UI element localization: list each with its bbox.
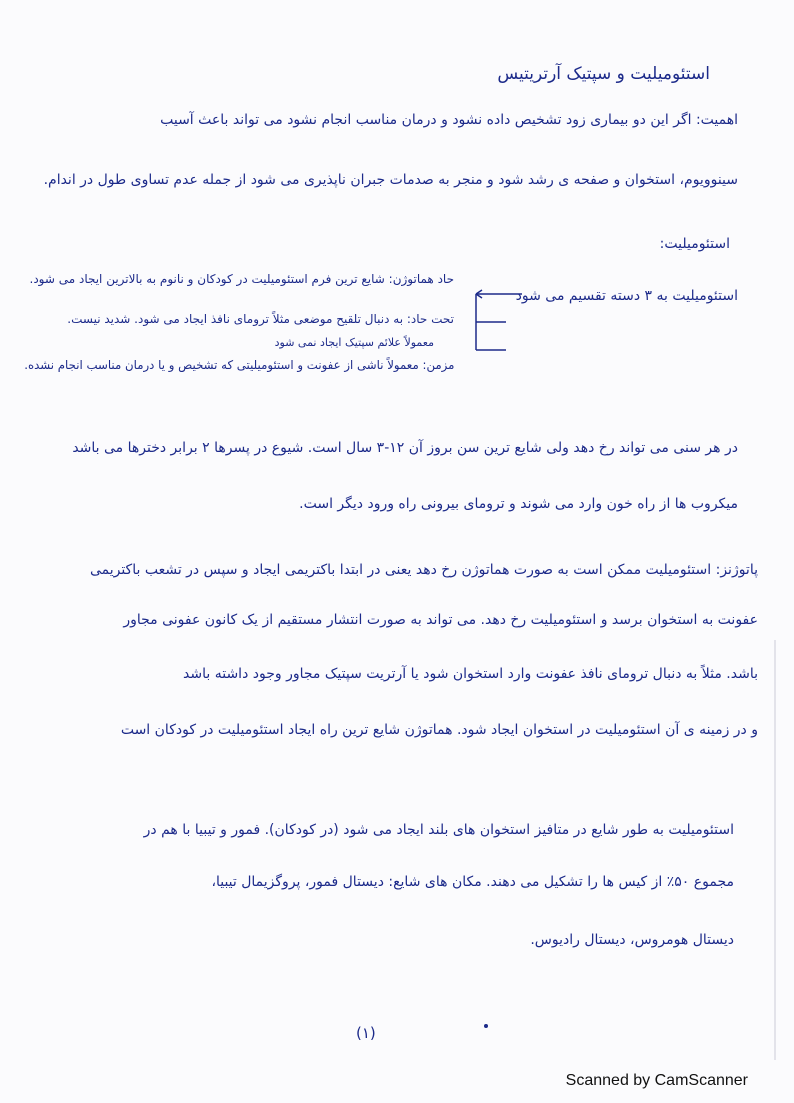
class-chronic: مزمن: معمولاً ناشی از عفونت و استئومیلیتی که تشخیص و یا درمان مناسب انجام نشده. bbox=[23, 358, 454, 372]
para2-line-2: عفونت به استخوان برسد و استئومیلیت رخ دهد. می تواند به صورت انتشار مستقیم از یک کانون عفونی مجاور bbox=[123, 612, 758, 628]
class-subacute: تحت حاد: به دنبال تلقیح موضعی مثلاً ترومای نافذ ایجاد می شود. شدید نیست. bbox=[67, 312, 454, 326]
scanner-watermark: Scanned by CamScanner bbox=[565, 1072, 748, 1089]
importance-line-1: اهمیت: اگر این دو بیماری زود تشخیص داده نشود و درمان مناسب انجام نشود می تواند باعث آسیب bbox=[160, 112, 738, 128]
page-title: استئومیلیت و سپتیک آرتریتیس bbox=[497, 64, 710, 84]
para3-line-1: استئومیلیت به طور شایع در متافیز استخوان های بلند ایجاد می شود (در کودکان). فمور و تیبیا با هم در bbox=[143, 822, 734, 838]
classification-lead: استئومیلیت به ۳ دسته تقسیم می شود bbox=[515, 288, 738, 304]
importance-line-2: سینوویوم، استخوان و صفحه ی رشد شود و منجر به صدمات جبران ناپذیری می شود از جمله عدم تساوی طول در اندام. bbox=[43, 172, 738, 188]
class-acute: حاد هماتوژن: شایع ترین فرم استئومیلیت در کودکان و نانوم به بالاترین ایجاد می شود. bbox=[29, 272, 454, 286]
para2-line-1: پاتوژنز: استئومیلیت ممکن است به صورت هماتوژن رخ دهد یعنی در ابتدا باکتریمی ایجاد و سپس در تشعب باکتریمی bbox=[89, 562, 758, 578]
para1-line-2: میکروب ها از راه خون وارد می شوند و ترومای بیرونی راه ورود دیگر است. bbox=[299, 496, 738, 512]
para2-line-4: و در زمینه ی آن استئومیلیت در استخوان ایجاد شود. هماتوژن شایع ترین راه ایجاد استئومیلیت در کودکان است bbox=[120, 722, 758, 738]
scan-edge bbox=[774, 640, 776, 1060]
para3-line-2: مجموع ۵۰٪ از کیس ها را تشکیل می دهند. مکان های شایع: دیستال فمور، پروگزیمال تیبیا، bbox=[211, 874, 734, 890]
osteomyelitis-heading: استئومیلیت: bbox=[659, 236, 730, 252]
class-subacute-note: معمولاً علائم سپتیک ایجاد نمی شود bbox=[274, 336, 434, 349]
para1-line-1: در هر سنی می تواند رخ دهد ولی شایع ترین سن بروز آن ۱۲-۳ سال است. شیوع در پسرها ۲ برابر دخترها می باشد bbox=[72, 440, 738, 456]
ink-dot bbox=[484, 1024, 488, 1028]
para3-line-3: دیستال هومروس، دیستال رادیوس. bbox=[530, 932, 734, 948]
para2-line-3: باشد. مثلاً به دنبال ترومای نافذ عفونت وارد استخوان شود یا آرتریت سپتیک مجاور وجود داشته باشد bbox=[183, 666, 758, 682]
classification-bracket bbox=[466, 286, 526, 366]
page-number: (۱) bbox=[356, 1024, 376, 1042]
